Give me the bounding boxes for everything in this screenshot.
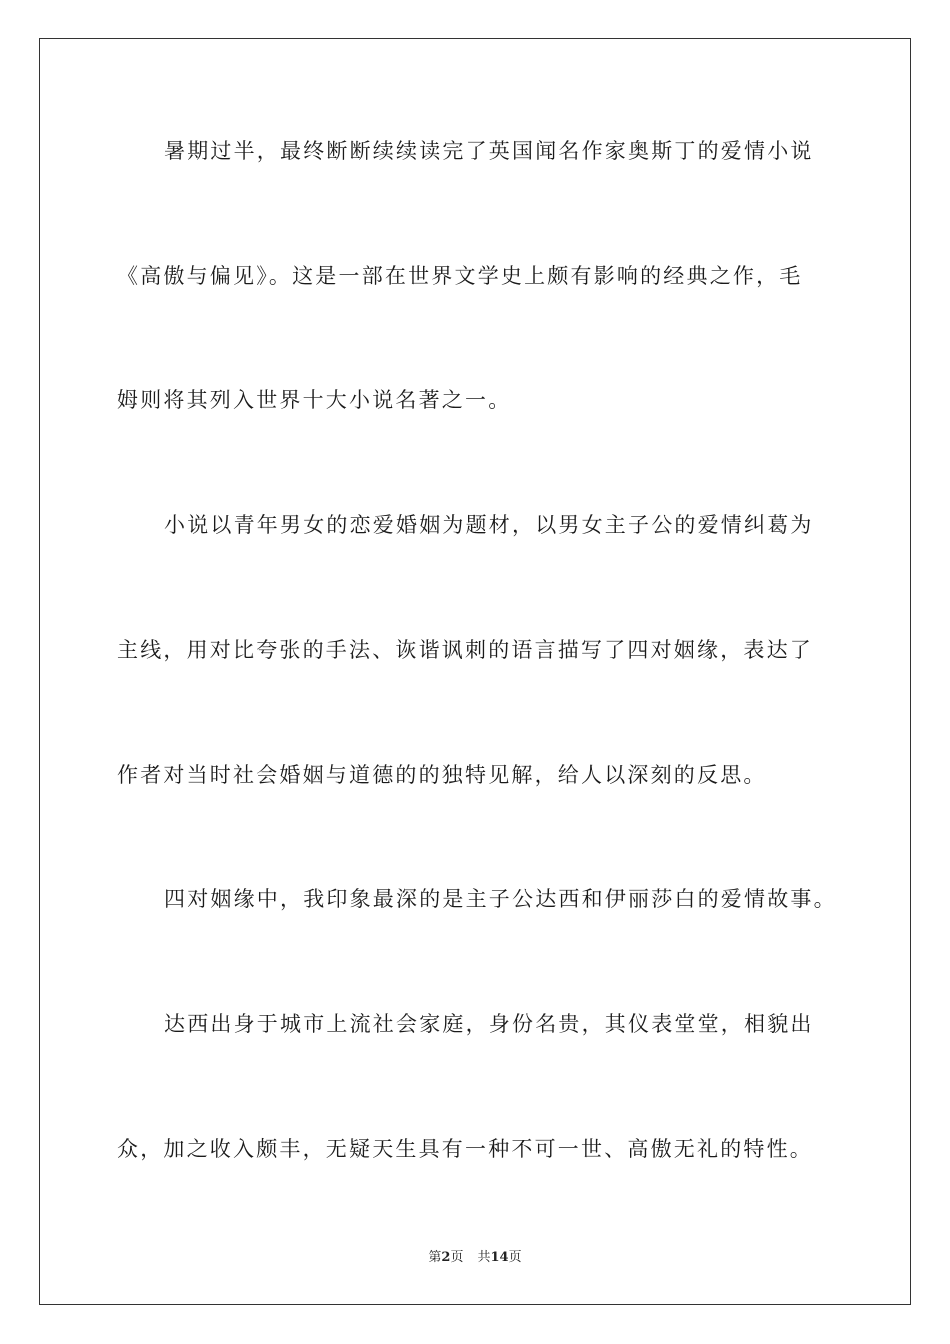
page-current: 2 [441, 1250, 451, 1265]
paragraph-1-line-1: 暑期过半，最终断断续续读完了英国闻名作家奥斯丁的爱情小说 [164, 139, 814, 163]
page-total: 14 [490, 1250, 509, 1265]
total-suffix: 页 [508, 1250, 522, 1265]
paragraph-3-line-1: 四对姻缘中，我印象最深的是主子公达西和伊丽莎白的爱情故事。 [164, 887, 837, 911]
paragraph-1-line-3: 姆则将其列入世界十大小说名著之一。 [117, 388, 512, 412]
paragraph-2-line-2: 主线，用对比夸张的手法、诙谐讽刺的语言描写了四对姻缘，表达了 [117, 638, 813, 662]
page-prefix: 第 [428, 1250, 442, 1265]
total-prefix: 共 [477, 1250, 491, 1265]
paragraph-2-line-3: 作者对当时社会婚姻与道德的的独特见解，给人以深刻的反思。 [117, 763, 767, 787]
paragraph-2-line-1: 小说以青年男女的恋爱婚姻为题材，以男女主子公的爱情纠葛为 [164, 513, 814, 537]
paragraph-4-line-1: 达西出身于城市上流社会家庭，身份名贵，其仪表堂堂，相貌出 [164, 1012, 814, 1036]
paragraph-4-line-2: 众，加之收入颇丰，无疑天生具有一种不可一世、高傲无礼的特性。 [117, 1137, 813, 1161]
page-footer [0, 1246, 950, 1265]
page-border [39, 38, 911, 1305]
page-suffix: 页 [450, 1250, 464, 1265]
paragraph-1-line-2: 《高傲与偏见》。这是一部在世界文学史上颇有影响的经典之作，毛 [117, 264, 803, 288]
